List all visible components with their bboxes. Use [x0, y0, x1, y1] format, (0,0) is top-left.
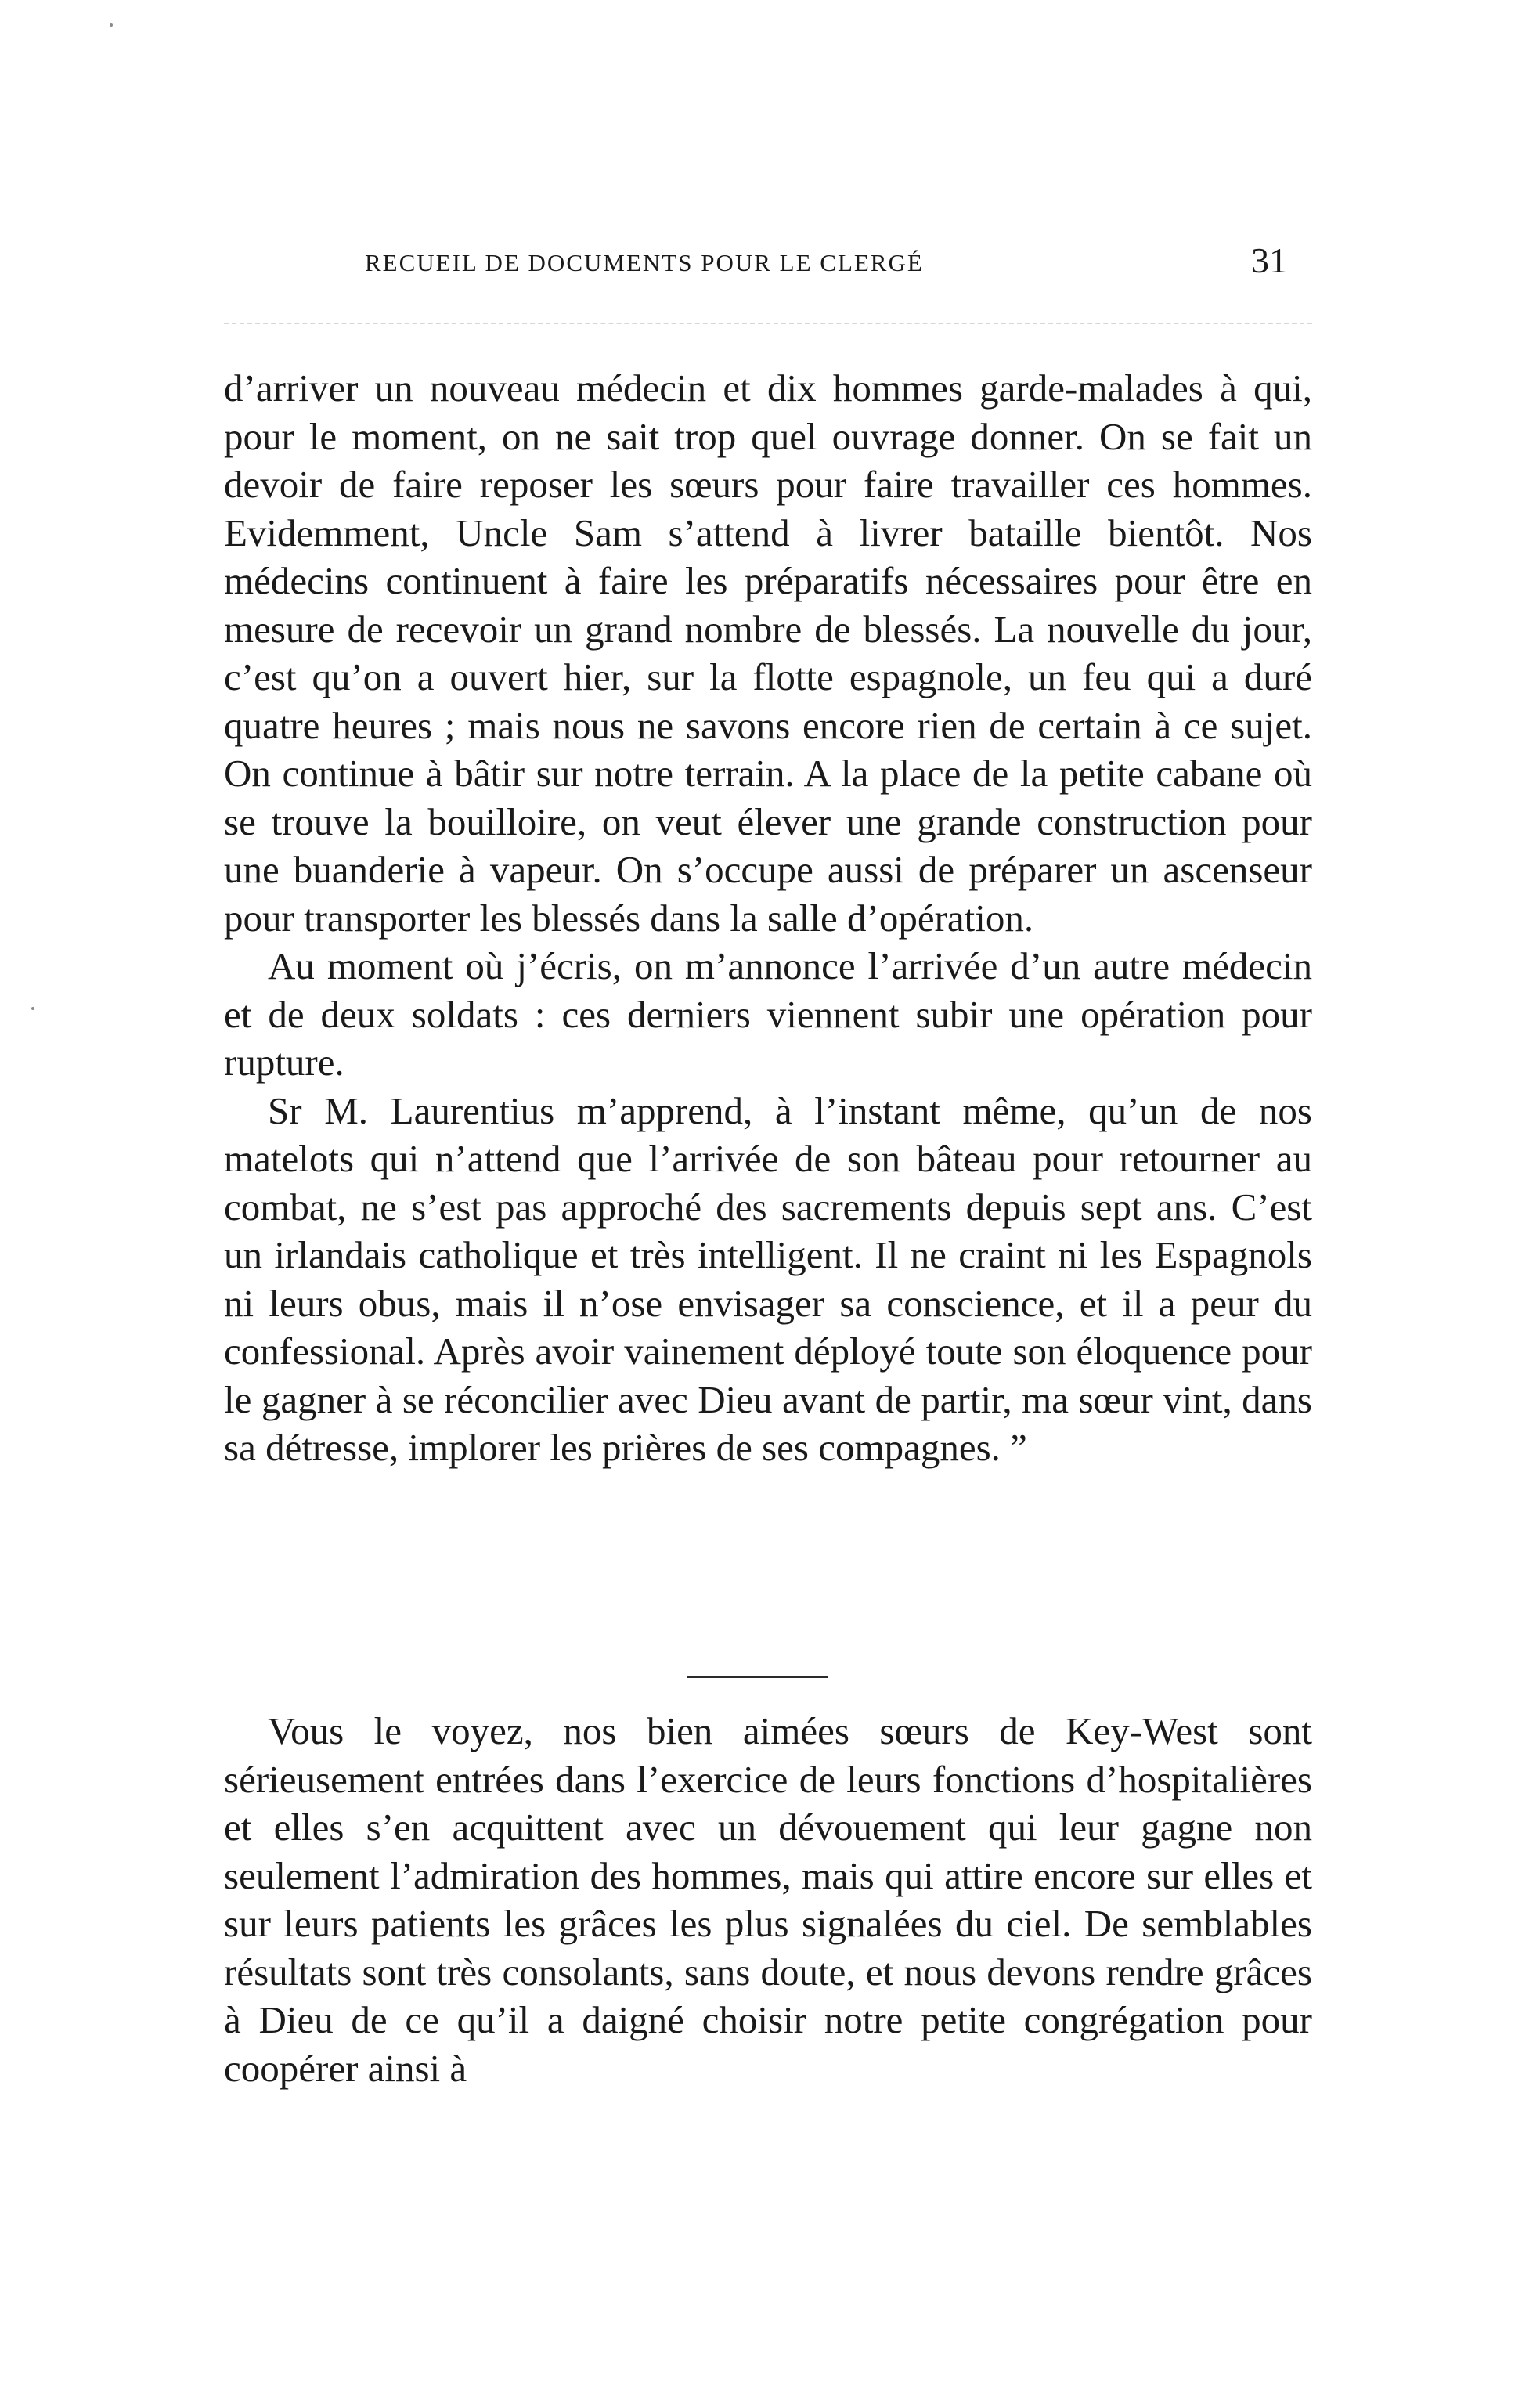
stray-mark [31, 1007, 34, 1010]
paragraph-1: d’arriver un nouveau médecin et dix hommes garde-malades à qui, pour le moment, on ne sait trop quel ouvrage donner. On se fait un devoir de faire reposer les sœurs pour faire travailler ces hommes. Evidemment, Uncle Sam s’attend à livrer bataille bientôt. Nos médecins continuent à faire les préparatifs nécessaires pour être en mesure de recevoir un grand nombre de blessés. La nouvelle du jour, c’est qu’on a ouvert hier, sur la flotte espagnole, un feu qui a duré quatre heures ; mais nous ne savons encore rien de certain à ce sujet. On continue à bâtir sur notre terrain. A la place de la petite cabane où se trouve la bouilloire, on veut élever une grande construction pour une buanderie à vapeur. On s’occupe aussi de préparer un ascenseur pour transporter les blessés dans la salle d’opération. [224, 366, 1312, 940]
page-number: 31 [1251, 240, 1287, 280]
running-head: RECUEIL DE DOCUMENTS POUR LE CLERGÉ [365, 249, 924, 276]
body-text-block-2 [224, 1707, 1312, 2092]
paragraph-3: Sr M. Laurentius m’apprend, à l’instant même, qu’un de nos matelots qui n’attend que l’arrivée de son bâteau pour retourner au combat, ne s’est pas approché des sacrements depuis sept ans. C’est un irlandais catholique et très intelligent. Il ne craint ni les Espagnols ni leurs obus, mais il n’ose envisager sa conscience, et il a peur du confessional. Après avoir vainement déployé toute son éloquence pour le gagner à se réconcilier avec Dieu avant de partir, ma sœur vint, dans sa détresse, implorer les prières de ses compagnes. ” [224, 1088, 1312, 1469]
header-divider [224, 323, 1312, 324]
section-divider [687, 1676, 828, 1678]
stray-mark [110, 23, 113, 27]
paragraph-2: Au moment où j’écris, on m’annonce l’arrivée d’un autre médecin et de deux soldats : ces derniers viennent subir une opération pour rupture. [224, 944, 1312, 1084]
paragraph-4: Vous le voyez, nos bien aimées sœurs de Key-West sont sérieusement entrées dans l’exercice de leurs fonctions d’hospitalières et elles s’en acquittent avec un dévouement qui leur gagne non seulement l’admiration des hommes, mais qui attire encore sur elles et sur leurs patients les grâces les plus signalées du ciel. De semblables résultats sont très consolants, sans doute, et nous devons rendre grâces à Dieu de ce qu’il a daigné choisir notre petite congrégation pour coopérer ainsi à [224, 1709, 1312, 2090]
body-text-block-1 [224, 364, 1312, 1472]
